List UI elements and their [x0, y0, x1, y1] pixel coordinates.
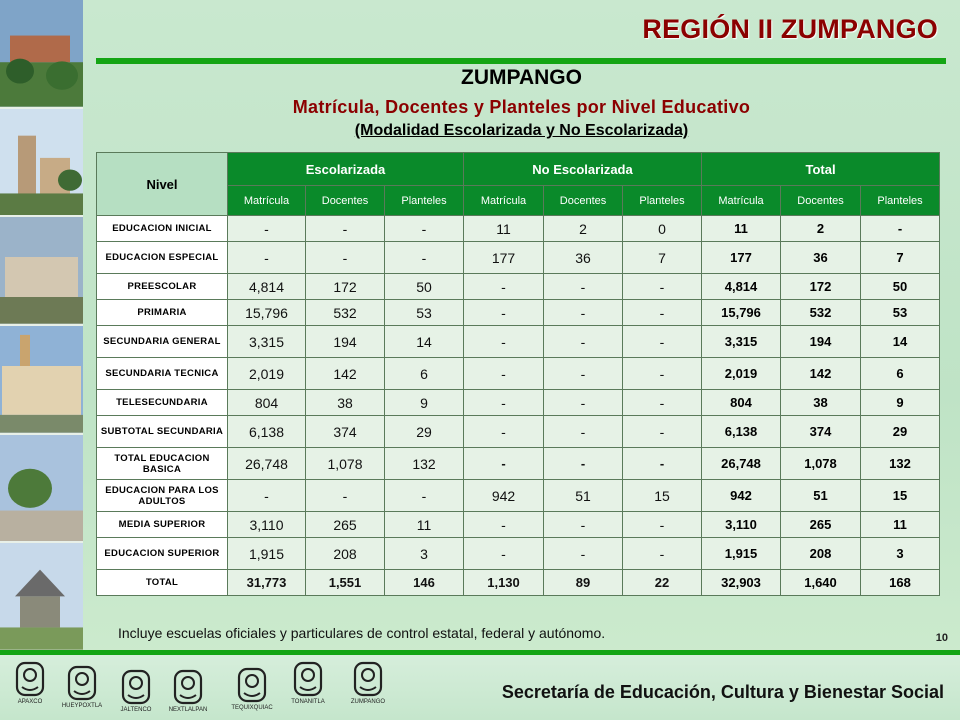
value-cell: 3 [861, 538, 940, 570]
value-cell: 51 [781, 480, 861, 512]
logo-tequixquiac [222, 666, 282, 711]
value-cell: - [228, 216, 306, 242]
value-cell: 1,915 [702, 538, 781, 570]
level-header: Nivel [97, 153, 228, 216]
value-cell: - [623, 512, 702, 538]
municipio-label: JALTENCO [120, 707, 152, 713]
group-header-no-escolarizada: No Escolarizada [464, 153, 702, 186]
value-cell: 50 [385, 274, 464, 300]
value-cell: 4,814 [228, 274, 306, 300]
value-cell: 1,551 [306, 570, 385, 596]
level-cell: EDUCACION PARA LOS ADULTOS [97, 480, 228, 512]
value-cell: 374 [781, 416, 861, 448]
value-cell: - [623, 416, 702, 448]
logo-zumpango [338, 660, 398, 705]
value-cell: 194 [781, 326, 861, 358]
value-cell: 142 [781, 358, 861, 390]
photo-plaza [0, 0, 83, 107]
sub-header-3: Matrícula [464, 186, 544, 216]
photo-palace [0, 326, 83, 433]
value-cell: - [385, 242, 464, 274]
value-cell: 942 [702, 480, 781, 512]
value-cell: 29 [861, 416, 940, 448]
glyph-icon [292, 660, 324, 698]
table-row [97, 216, 940, 242]
value-cell: 208 [306, 538, 385, 570]
table-row [97, 300, 940, 326]
photo-kiosk [0, 543, 83, 650]
value-cell: - [464, 358, 544, 390]
value-cell: - [544, 358, 623, 390]
level-cell: PRIMARIA [97, 300, 228, 326]
glyph-icon [120, 668, 152, 706]
value-cell: 31,773 [228, 570, 306, 596]
sub-header-1: Docentes [306, 186, 385, 216]
value-cell: 53 [385, 300, 464, 326]
value-cell: - [623, 390, 702, 416]
value-cell: - [544, 448, 623, 480]
footnote: Incluye escuelas oficiales y particulares de control estatal, federal y autónomo. [118, 625, 606, 641]
value-cell: 11 [702, 216, 781, 242]
level-cell: SECUNDARIA GENERAL [97, 326, 228, 358]
table-row [97, 274, 940, 300]
value-cell: 1,915 [228, 538, 306, 570]
value-cell: 15 [623, 480, 702, 512]
modality-note: (Modalidad Escolarizada y No Escolarizada) [354, 122, 689, 139]
value-cell: 265 [306, 512, 385, 538]
value-cell: - [544, 512, 623, 538]
value-cell: 532 [306, 300, 385, 326]
photo-building [0, 217, 83, 324]
sub-header-5: Planteles [623, 186, 702, 216]
municipio-label: HUEYPOXTLA [61, 703, 103, 709]
value-cell: 14 [861, 326, 940, 358]
municipio-label: TEQUIXQUIAC [231, 705, 273, 711]
level-cell: TOTAL [97, 570, 228, 596]
level-cell: PREESCOLAR [97, 274, 228, 300]
level-cell: MEDIA SUPERIOR [97, 512, 228, 538]
value-cell: 194 [306, 326, 385, 358]
value-cell: - [544, 274, 623, 300]
value-cell: - [623, 326, 702, 358]
value-cell: 177 [702, 242, 781, 274]
enrollment-table [96, 152, 940, 596]
value-cell: - [544, 326, 623, 358]
table-row [97, 448, 940, 480]
value-cell: - [623, 358, 702, 390]
value-cell: 50 [861, 274, 940, 300]
value-cell: - [464, 326, 544, 358]
level-cell: EDUCACION ESPECIAL [97, 242, 228, 274]
municipio-label: ZUMPANGO [350, 699, 386, 705]
sub-header-2: Planteles [385, 186, 464, 216]
value-cell: 132 [385, 448, 464, 480]
value-cell: 208 [781, 538, 861, 570]
municipio-title: ZUMPANGO [461, 66, 582, 89]
logo-apaxco [0, 660, 60, 705]
value-cell: 6,138 [228, 416, 306, 448]
photo-strip [0, 0, 83, 650]
value-cell: - [306, 480, 385, 512]
sub-header-4: Docentes [544, 186, 623, 216]
value-cell: 14 [385, 326, 464, 358]
municipality-logos [0, 660, 400, 720]
value-cell: 3,315 [228, 326, 306, 358]
photo-park [0, 435, 83, 542]
table-subtitle: Matrícula, Docentes y Planteles por Nivel Educativo [292, 97, 751, 117]
table-row [97, 242, 940, 274]
value-cell: 51 [544, 480, 623, 512]
value-cell: - [385, 480, 464, 512]
value-cell: 38 [781, 390, 861, 416]
level-cell: SECUNDARIA TECNICA [97, 358, 228, 390]
value-cell: 142 [306, 358, 385, 390]
table-row [97, 480, 940, 512]
table-row [97, 326, 940, 358]
table-row [97, 390, 940, 416]
value-cell: 2,019 [702, 358, 781, 390]
value-cell: 53 [861, 300, 940, 326]
value-cell: 22 [623, 570, 702, 596]
municipio-label: APAXCO [17, 699, 43, 705]
value-cell: 532 [781, 300, 861, 326]
value-cell: - [464, 390, 544, 416]
table-row [97, 538, 940, 570]
logo-hueypoxtla [52, 664, 112, 709]
value-cell: - [228, 242, 306, 274]
value-cell: 11 [385, 512, 464, 538]
value-cell: 32,903 [702, 570, 781, 596]
region-title: REGIÓN II ZUMPANGO [642, 14, 938, 44]
value-cell: - [544, 390, 623, 416]
value-cell: 172 [306, 274, 385, 300]
logo-nextlalpan [158, 668, 218, 713]
value-cell: 0 [623, 216, 702, 242]
value-cell: 15,796 [702, 300, 781, 326]
table-row [97, 512, 940, 538]
value-cell: - [544, 300, 623, 326]
value-cell: - [464, 512, 544, 538]
value-cell: 15 [861, 480, 940, 512]
glyph-icon [14, 660, 46, 698]
value-cell: 15,796 [228, 300, 306, 326]
glyph-icon [172, 668, 204, 706]
level-cell: EDUCACION SUPERIOR [97, 538, 228, 570]
value-cell: 168 [861, 570, 940, 596]
value-cell: - [464, 538, 544, 570]
value-cell: - [544, 416, 623, 448]
value-cell: 29 [385, 416, 464, 448]
group-header-escolarizada: Escolarizada [228, 153, 464, 186]
value-cell: 26,748 [228, 448, 306, 480]
value-cell: - [228, 480, 306, 512]
glyph-icon [66, 664, 98, 702]
sub-header-0: Matrícula [228, 186, 306, 216]
glyph-icon [236, 666, 268, 704]
logo-tonanitla [278, 660, 338, 705]
value-cell: 942 [464, 480, 544, 512]
sub-header-6: Matrícula [702, 186, 781, 216]
level-cell: TOTAL EDUCACION BASICA [97, 448, 228, 480]
level-cell: TELESECUNDARIA [97, 390, 228, 416]
value-cell: - [306, 242, 385, 274]
value-cell: - [861, 216, 940, 242]
table-body [97, 216, 940, 596]
value-cell: 374 [306, 416, 385, 448]
value-cell: 36 [544, 242, 623, 274]
glyph-icon [352, 660, 384, 698]
value-cell: 1,130 [464, 570, 544, 596]
group-header-total: Total [702, 153, 940, 186]
secretaria-label: Secretaría de Educación, Cultura y Bienestar Social [501, 682, 944, 702]
value-cell: 177 [464, 242, 544, 274]
photo-church [0, 109, 83, 216]
sub-header-7: Docentes [781, 186, 861, 216]
value-cell: 6,138 [702, 416, 781, 448]
value-cell: 11 [861, 512, 940, 538]
level-cell: SUBTOTAL SECUNDARIA [97, 416, 228, 448]
value-cell: - [464, 416, 544, 448]
value-cell: 7 [861, 242, 940, 274]
value-cell: 4,814 [702, 274, 781, 300]
value-cell: - [306, 216, 385, 242]
value-cell: - [623, 274, 702, 300]
municipio-label: TONANITLA [291, 699, 325, 705]
value-cell: - [544, 538, 623, 570]
value-cell: 2,019 [228, 358, 306, 390]
value-cell: - [623, 448, 702, 480]
value-cell: 6 [861, 358, 940, 390]
value-cell: 804 [228, 390, 306, 416]
value-cell: - [623, 538, 702, 570]
value-cell: - [464, 274, 544, 300]
value-cell: 265 [781, 512, 861, 538]
municipio-label: NEXTLALPAN [168, 707, 208, 713]
value-cell: 38 [306, 390, 385, 416]
value-cell: 146 [385, 570, 464, 596]
value-cell: 1,078 [306, 448, 385, 480]
table-row [97, 416, 940, 448]
top-divider [96, 58, 946, 64]
table-row [97, 358, 940, 390]
value-cell: 7 [623, 242, 702, 274]
value-cell: 89 [544, 570, 623, 596]
sub-header-8: Planteles [861, 186, 940, 216]
value-cell: 9 [385, 390, 464, 416]
page-number: 10 [935, 632, 948, 644]
value-cell: 6 [385, 358, 464, 390]
value-cell: 2 [781, 216, 861, 242]
value-cell: 172 [781, 274, 861, 300]
value-cell: 2 [544, 216, 623, 242]
value-cell: 11 [464, 216, 544, 242]
value-cell: 132 [861, 448, 940, 480]
value-cell: 3 [385, 538, 464, 570]
value-cell: - [385, 216, 464, 242]
value-cell: - [464, 300, 544, 326]
value-cell: 3,315 [702, 326, 781, 358]
value-cell: - [464, 448, 544, 480]
value-cell: 3,110 [228, 512, 306, 538]
value-cell: 26,748 [702, 448, 781, 480]
value-cell: 1,640 [781, 570, 861, 596]
value-cell: 1,078 [781, 448, 861, 480]
value-cell: - [623, 300, 702, 326]
value-cell: 804 [702, 390, 781, 416]
value-cell: 3,110 [702, 512, 781, 538]
value-cell: 9 [861, 390, 940, 416]
value-cell: 36 [781, 242, 861, 274]
logo-jaltenco [106, 668, 166, 713]
table-row [97, 570, 940, 596]
level-cell: EDUCACION INICIAL [97, 216, 228, 242]
